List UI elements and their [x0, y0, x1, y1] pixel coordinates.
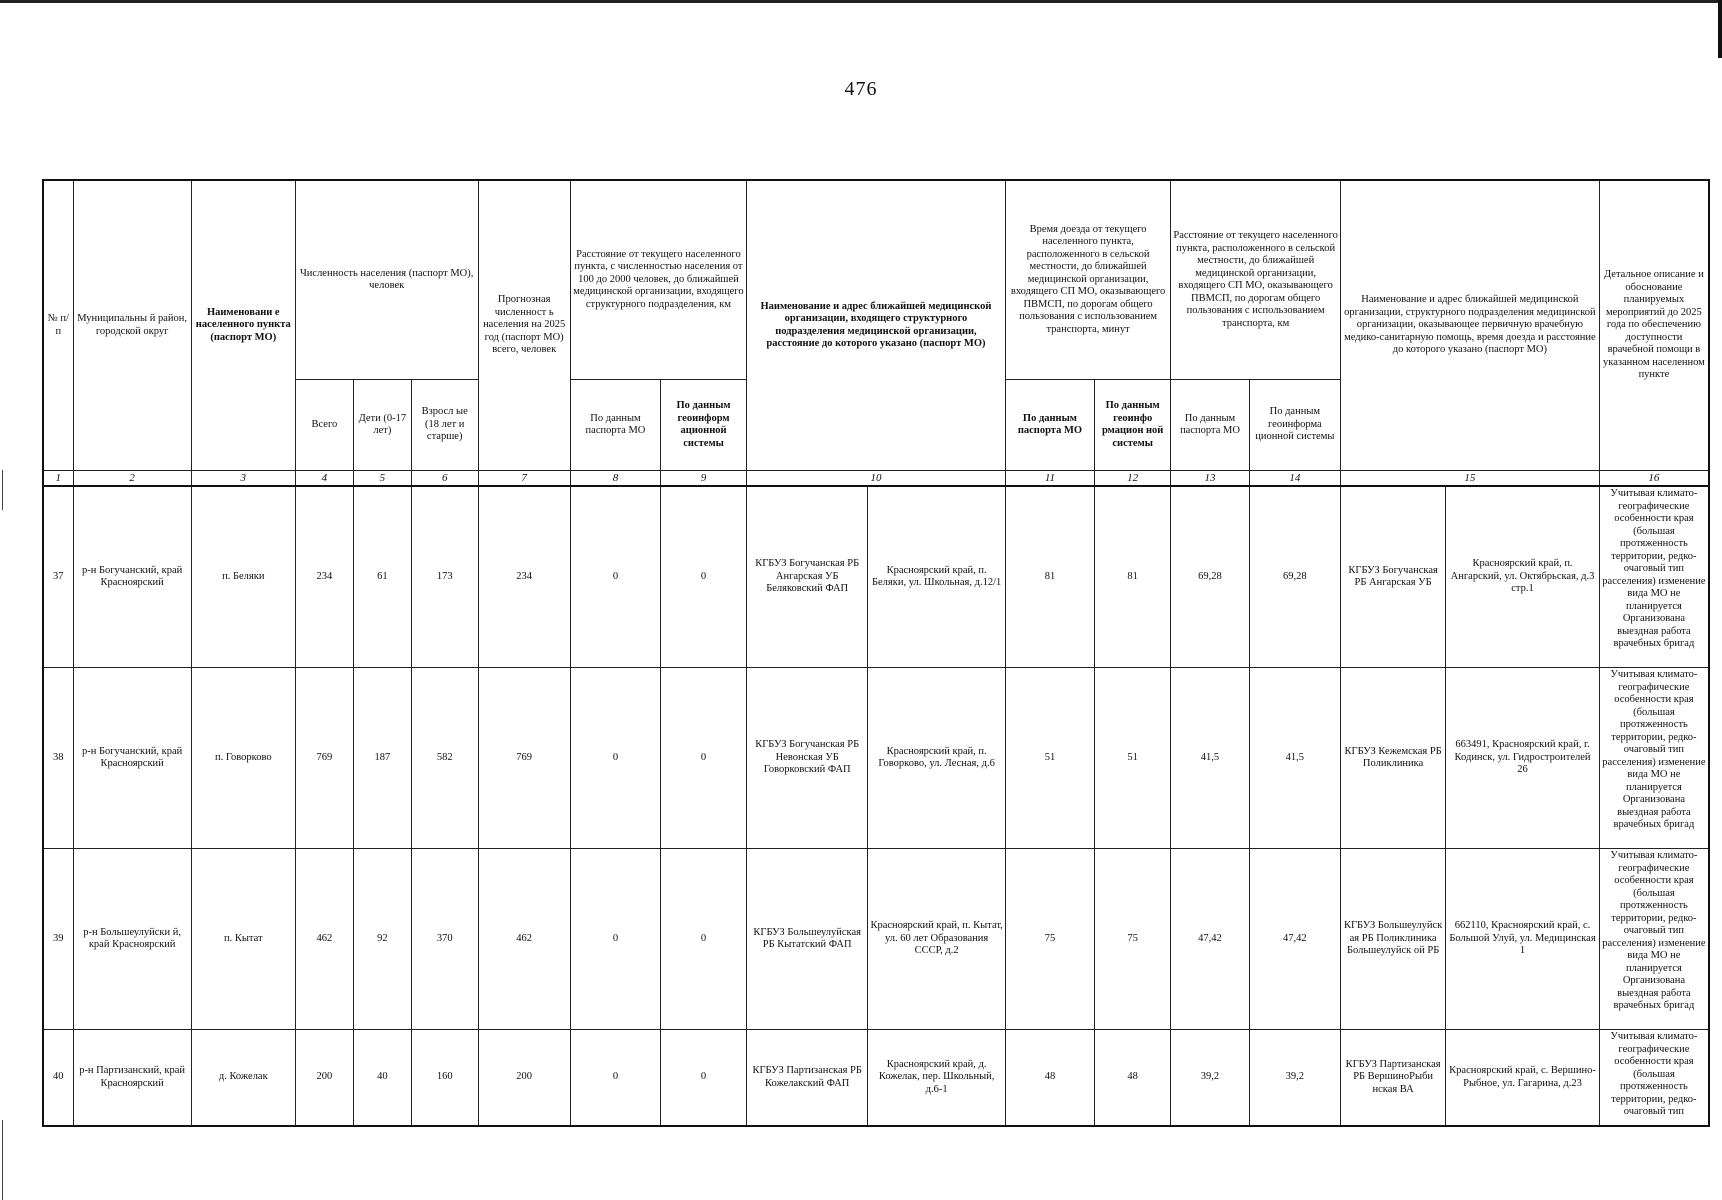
- cell-num: 38: [43, 668, 73, 849]
- header-travel-time-group: Время доезда от текущего населенного пункта, расположенного в сельской местности, до ближайшей медицинской организации, входящего СП МО, оказывающего ПВМСП, по дорогам общего пользования с использованием транспорта, минут: [1005, 180, 1170, 380]
- cell-children: 61: [353, 486, 411, 668]
- cell-total: 462: [295, 849, 353, 1030]
- header-road-passport: По данным паспорта МО: [1171, 380, 1249, 471]
- cell-description: [1599, 486, 1709, 668]
- column-number: 9: [661, 471, 747, 487]
- header-municipality: Муниципальны й район, городской округ: [73, 180, 191, 471]
- cell-description: [1599, 668, 1709, 849]
- cell-dist-geo: 0: [661, 1030, 747, 1127]
- cell-dist-geo: 0: [661, 486, 747, 668]
- cell-description: [1599, 849, 1709, 1030]
- header-settlement: Наименовани е населенного пункта (паспорт МО): [191, 180, 295, 471]
- cell-time-passport: 75: [1005, 849, 1094, 1030]
- cell-children: 40: [353, 1030, 411, 1127]
- cell-dist-passport: 0: [570, 668, 660, 849]
- header-nearest-org: Наименование и адрес ближайшей медицинской организации, входящего структурного подразделения медицинской организации, расстояние до которого указано (паспорт МО): [747, 180, 1006, 471]
- scan-edge-mark: [1718, 0, 1722, 58]
- settlements-table: [42, 179, 1710, 1127]
- cell-org-address: Красноярский край, п. Кытат, ул. 60 лет Образования СССР, д.2: [868, 849, 1006, 1030]
- header-num: № п/ п: [43, 180, 73, 471]
- cell-primary-care-name: КГБУЗ Кежемская РБ Поликлиника: [1340, 668, 1445, 849]
- cell-road-passport: 69,28: [1171, 486, 1249, 668]
- table-row: [43, 668, 1709, 849]
- cell-road-geo: 39,2: [1249, 1030, 1340, 1127]
- column-number: 8: [570, 471, 660, 487]
- column-number: 7: [478, 471, 570, 487]
- header-time-geo: По данным геоинфо рмацион ной системы: [1095, 380, 1171, 471]
- page-number: 476: [844, 78, 878, 100]
- cell-children: 92: [353, 849, 411, 1030]
- cell-road-geo: 47,42: [1249, 849, 1340, 1030]
- header-description: Детальное описание и обоснование планируемых мероприятий до 2025 года по обеспечению доступности врачебной помощи в указанном населенном пункте: [1599, 180, 1709, 471]
- cell-total: 769: [295, 668, 353, 849]
- cell-forecast: 769: [478, 668, 570, 849]
- cell-time-passport: 81: [1005, 486, 1094, 668]
- header-population-group: Численность населения (паспорт МО), человек: [295, 180, 478, 380]
- cell-municipality: р-н Богучанский, край Красноярский: [73, 486, 191, 668]
- cell-description: [1599, 1030, 1709, 1127]
- cell-primary-care-address: Красноярский край, с. Вершино-Рыбное, ул. Гагарина, д.23: [1446, 1030, 1600, 1127]
- column-number: 12: [1095, 471, 1171, 487]
- cell-road-geo: 41,5: [1249, 668, 1340, 849]
- cell-road-passport: 41,5: [1171, 668, 1249, 849]
- cell-total: 234: [295, 486, 353, 668]
- cell-primary-care-name: КГБУЗ Богучанская РБ Ангарская УБ: [1340, 486, 1445, 668]
- header-forecast: Прогнозная численност ь населения на 2025 год (паспорт МО) всего, человек: [478, 180, 570, 471]
- cell-road-geo: 69,28: [1249, 486, 1340, 668]
- cell-adults: 370: [411, 849, 478, 1030]
- header-road-distance-group: Расстояние от текущего населенного пункта, расположенного в сельской местности, до ближайшей медицинской организации, входящего СП МО, оказывающего ПВМСП, по дорогам общего пользования с использованием транспорта, км: [1171, 180, 1341, 380]
- cell-dist-passport: 0: [570, 1030, 660, 1127]
- cell-adults: 173: [411, 486, 478, 668]
- cell-num: 39: [43, 849, 73, 1030]
- cell-time-geo: 51: [1095, 668, 1171, 849]
- cell-num: 40: [43, 1030, 73, 1127]
- cell-dist-geo: 0: [661, 849, 747, 1030]
- cell-primary-care-name: КГБУЗ Партизанская РБ ВершиноРыби нская ВА: [1340, 1030, 1445, 1127]
- table-row: [43, 849, 1709, 1030]
- cell-time-geo: 75: [1095, 849, 1171, 1030]
- description-text: Учитывая климато-географические особенности края (большая протяженность территории, редко-очаговый тип: [1610, 1031, 1698, 1117]
- cell-dist-geo: 0: [661, 668, 747, 849]
- header-dist-geo: По данным геоинформ ационной системы: [661, 380, 747, 471]
- cell-forecast: 234: [478, 486, 570, 668]
- cell-time-passport: 51: [1005, 668, 1094, 849]
- cell-org-name: КГБУЗ Богучанская РБ Ангарская УБ Беляковский ФАП: [747, 486, 868, 668]
- cell-settlement: п. Беляки: [191, 486, 295, 668]
- header-pop-total: Всего: [295, 380, 353, 471]
- column-number: 14: [1249, 471, 1340, 487]
- cell-adults: 160: [411, 1030, 478, 1127]
- column-number: 3: [191, 471, 295, 487]
- cell-org-address: Красноярский край, д. Кожелак, пер. Школьный, д.6-1: [868, 1030, 1006, 1127]
- cell-org-address: Красноярский край, п. Говорково, ул. Лесная, д.6: [868, 668, 1006, 849]
- cell-org-name: КГБУЗ Богучанская РБ Невонская УБ Говорковский ФАП: [747, 668, 868, 849]
- cell-settlement: д. Кожелак: [191, 1030, 295, 1127]
- cell-num: 37: [43, 486, 73, 668]
- cell-municipality: р-н Партизанский, край Красноярский: [73, 1030, 191, 1127]
- column-number: 15: [1340, 471, 1599, 487]
- column-number: 6: [411, 471, 478, 487]
- cell-settlement: п. Кытат: [191, 849, 295, 1030]
- cell-municipality: р-н Богучанский, край Красноярский: [73, 668, 191, 849]
- top-border-line: [0, 0, 1722, 3]
- column-number: 5: [353, 471, 411, 487]
- cell-time-geo: 48: [1095, 1030, 1171, 1127]
- column-number: 13: [1171, 471, 1249, 487]
- header-road-geo: По данным геоинформа ционной системы: [1249, 380, 1340, 471]
- scan-margin-mark: [2, 470, 3, 510]
- column-number: 2: [73, 471, 191, 487]
- cell-forecast: 200: [478, 1030, 570, 1127]
- cell-time-geo: 81: [1095, 486, 1171, 668]
- cell-road-passport: 47,42: [1171, 849, 1249, 1030]
- cell-total: 200: [295, 1030, 353, 1127]
- cell-primary-care-address: 663491, Красноярский край, г. Кодинск, ул. Гидростроителей 26: [1446, 668, 1600, 849]
- cell-primary-care-address: Красноярский край, п. Ангарский, ул. Октябрьская, д.3 стр.1: [1446, 486, 1600, 668]
- cell-primary-care-address: 662110, Красноярский край, с. Большой Улуй, ул. Медицинская 1: [1446, 849, 1600, 1030]
- description-text: Учитывая климато-географические особенности края (большая протяженность территории, редко-очаговый тип расселения) изменение вида МО не планируется Организована выездная работа врачебных бригад: [1602, 488, 1706, 649]
- cell-org-address: Красноярский край, п. Беляки, ул. Школьная, д.12/1: [868, 486, 1006, 668]
- description-text: Учитывая климато-географические особенности края (большая протяженность территории, редко-очаговый тип расселения) изменение вида МО не планируется Организована выездная работа врачебных бригад: [1602, 850, 1706, 1011]
- cell-dist-passport: 0: [570, 849, 660, 1030]
- header-pop-children: Дети (0-17 лет): [353, 380, 411, 471]
- column-number: 10: [747, 471, 1006, 487]
- header-row-main: [43, 180, 1709, 380]
- cell-time-passport: 48: [1005, 1030, 1094, 1127]
- header-primary-care-org: Наименование и адрес ближайшей медицинской организации, структурного подразделения медицинской организации, оказывающее первичную врачебную медико-санитарную помощь, время доезда и расстояние до которого указано (паспорт МО): [1340, 180, 1599, 471]
- cell-dist-passport: 0: [570, 486, 660, 668]
- cell-children: 187: [353, 668, 411, 849]
- header-time-passport: По данным паспорта МО: [1005, 380, 1094, 471]
- header-pop-adults: Взросл ые (18 лет и старше): [411, 380, 478, 471]
- header-distance-group: Расстояние от текущего населенного пункта, с численностью населения от 100 до 2000 человек, до ближайшей медицинской организации, входящего структурного подразделения, км: [570, 180, 746, 380]
- description-text: Учитывая климато-географические особенности края (большая протяженность территории, редко-очаговый тип расселения) изменение вида МО не планируется Организована выездная работа врачебных бригад: [1602, 669, 1706, 830]
- cell-road-passport: 39,2: [1171, 1030, 1249, 1127]
- cell-settlement: п. Говорково: [191, 668, 295, 849]
- scan-margin-mark: [2, 1120, 3, 1200]
- cell-forecast: 462: [478, 849, 570, 1030]
- cell-municipality: р-н Большеулуйски й, край Красноярский: [73, 849, 191, 1030]
- cell-org-name: КГБУЗ Партизанская РБ Кожелакский ФАП: [747, 1030, 868, 1127]
- cell-org-name: КГБУЗ Большеулуйская РБ Кытатский ФАП: [747, 849, 868, 1030]
- cell-primary-care-name: КГБУЗ Большеулуйск ая РБ Поликлиника Большеулуйск ой РБ: [1340, 849, 1445, 1030]
- header-dist-passport: По данным паспорта МО: [570, 380, 660, 471]
- column-number-row: [43, 471, 1709, 487]
- cell-adults: 582: [411, 668, 478, 849]
- table-row: [43, 486, 1709, 668]
- column-number: 1: [43, 471, 73, 487]
- column-number: 16: [1599, 471, 1709, 487]
- column-number: 11: [1005, 471, 1094, 487]
- table-row: [43, 1030, 1709, 1127]
- column-number: 4: [295, 471, 353, 487]
